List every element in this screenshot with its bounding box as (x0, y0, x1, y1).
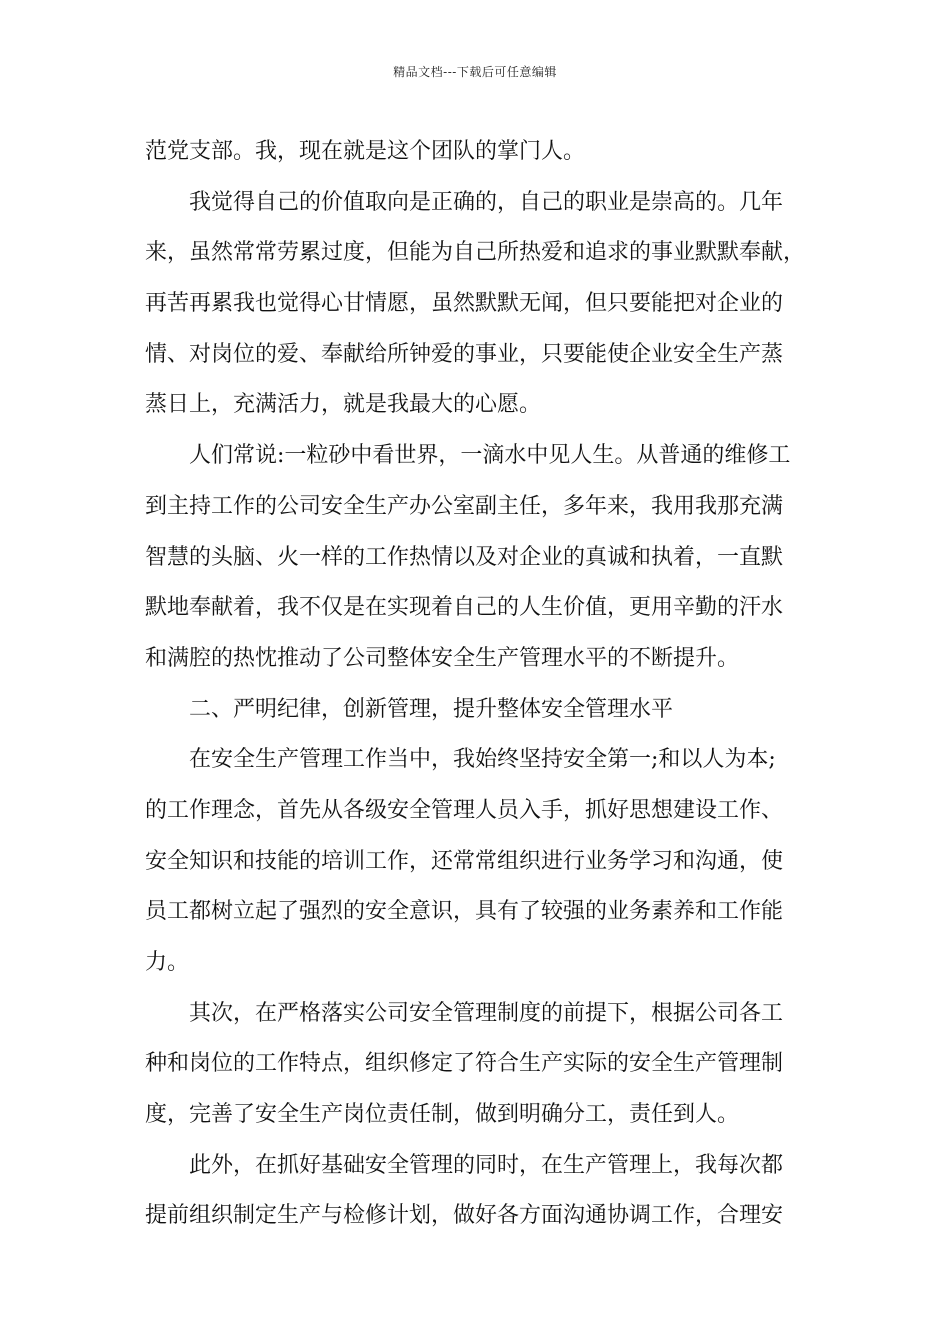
paragraph-line: 安全知识和技能的培训工作，还常常组织进行业务学习和沟通，使 (145, 848, 784, 874)
document-body (145, 132, 810, 1247)
paragraph-line: 到主持工作的公司安全生产办公室副主任，多年来，我用我那充满 (145, 493, 784, 519)
paragraph-line: 智慧的头脑、火一样的工作热情以及对企业的真诚和执着，一直默 (145, 544, 784, 570)
paragraph-line: 人们常说:一粒砂中看世界，一滴水中见人生。从普通的维修工 (189, 443, 791, 469)
paragraph-line: 力。 (145, 950, 190, 975)
paragraph-line: 员工都树立起了强烈的安全意识，具有了较强的业务素养和工作能 (145, 899, 784, 925)
paragraph-line: 其次，在严格落实公司安全管理制度的前提下，根据公司各工 (189, 1000, 784, 1026)
paragraph-line: 此外，在抓好基础安全管理的同时，在生产管理上，我每次都 (189, 1152, 784, 1178)
section-heading: 二、严明纪律，创新管理，提升整体安全管理水平 (189, 696, 674, 722)
paragraph-line: 提前组织制定生产与检修计划，做好各方面沟通协调工作，合理安 (145, 1203, 784, 1229)
paragraph-line: 默地奉献着，我不仅是在实现着自己的人生价值，更用辛勤的汗水 (145, 595, 784, 621)
paragraph-line: 和满腔的热忱推动了公司整体安全生产管理水平的不断提升。 (145, 645, 740, 671)
paragraph-line: 再苦再累我也觉得心甘情愿，虽然默默无闻，但只要能把对企业的 (145, 291, 784, 317)
paragraph-line: 范党支部。我，现在就是这个团队的掌门人。 (145, 139, 586, 164)
paragraph-line: 来，虽然常常劳累过度，但能为自己所热爱和追求的事业默默奉献， (145, 240, 806, 266)
paragraph-line: 蒸日上，充满活力，就是我最大的心愿。 (145, 392, 542, 418)
paragraph-line: 在安全生产管理工作当中，我始终坚持安全第一;和以人为本; (189, 747, 776, 773)
page-header: 精品文档---下载后可任意编辑 (393, 65, 557, 79)
paragraph-line: 种和岗位的工作特点，组织修定了符合生产实际的安全生产管理制 (145, 1051, 784, 1077)
paragraph-line: 度，完善了安全生产岗位责任制，做到明确分工，责任到人。 (145, 1102, 740, 1128)
paragraph-line: 的工作理念，首先从各级安全管理人员入手，抓好思想建设工作、 (145, 797, 784, 823)
paragraph-line: 我觉得自己的价值取向是正确的，自己的职业是崇高的。几年 (189, 189, 784, 215)
paragraph-line: 情、对岗位的爱、奉献给所钟爱的事业，只要能使企业安全生产蒸 (145, 341, 784, 367)
